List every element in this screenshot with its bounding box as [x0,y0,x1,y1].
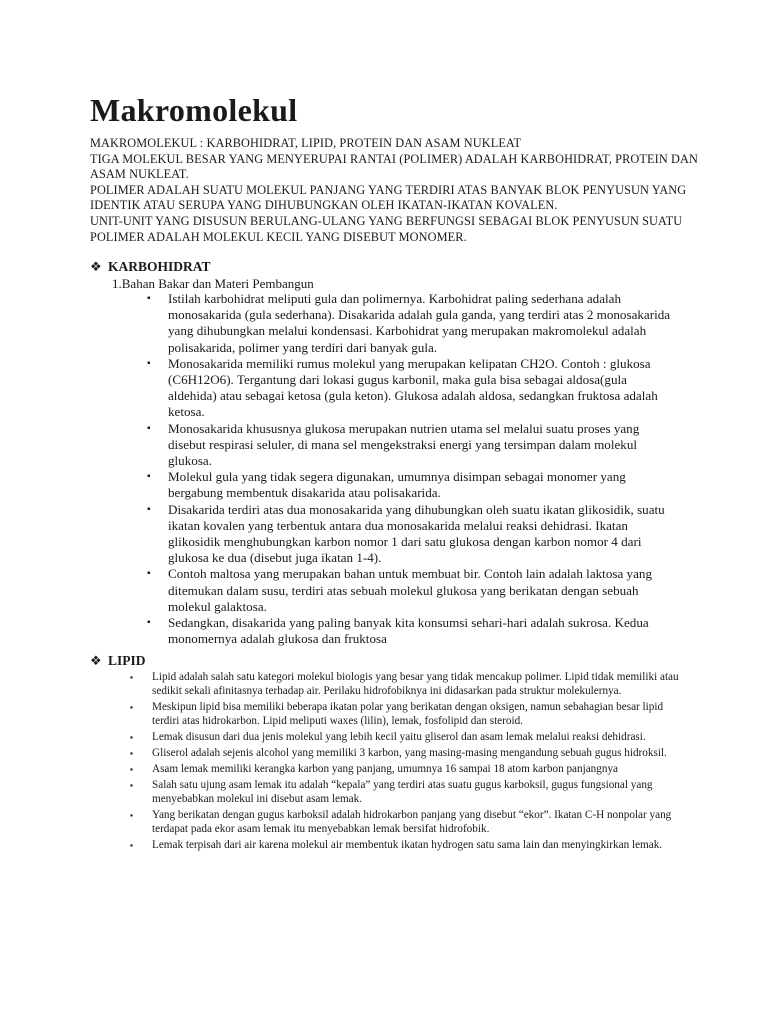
list-item [126,731,686,745]
intro-line: UNIT-UNIT YANG DISUSUN BERULANG-ULANG YANG BERFUNGSI SEBAGAI BLOK PENYUSUN SUATU POLIMER ADALAH MOLEKUL KECIL YANG DISEBUT MONOMER. [90,213,683,244]
document-title: Makromolekul [90,92,298,128]
square-bullet-icon: ▪ [130,780,134,791]
square-bullet-icon: ▪ [130,702,134,712]
lipid-list [126,671,686,855]
list-item-text: Monosakarida memiliki rumus molekul yang merupakan kelipatan CH2O. Contoh : glukosa (C6H12O6). Tergantung dari lokasi gugus karbonil, maka gula bisa sebagai aldosa(gula aldehida) atau sebagai ketosa (gula keton). Glukosa adalah aldosa, sedangkan fruktosa adalah ketosa. [168,355,658,420]
intro-line: POLIMER ADALAH SUATU MOLEKUL PANJANG YANG TERDIRI ATAS BANYAK BLOK PENYUSUN YANG IDENTIK ATAU SERUPA YANG DIHUBUNGKAN OLEH IKATAN-IKATAN KOVALEN. [90,182,687,213]
square-bullet-icon: ▪ [130,748,134,759]
section-heading-karbohidrat [90,259,211,275]
square-bullet-icon: ▪ [130,810,134,821]
list-item-text: Istilah karbohidrat meliputi gula dan polimernya. Karbohidrat paling sederhana adalah monosakarida (gula sederhana). Disakarida adalah gula ganda, yang terdiri atas 2 monosakarida yang dihubungkan melalui kondensasi. Karbohidrat yang merupakan makromolekul adalah polisakarida, polimer yang terdiri dari banyak gula. [168,291,671,355]
list-item-text: Lipid adalah salah satu kategori molekul biologis yang besar yang tidak mencakup polimer. Lipid tidak memiliki atau sedikit sekali afinitasnya terhadap air. Perilaku hidrofobiknya ini didasarkan pada struktur molekulernya. [152,671,679,697]
list-item [126,671,686,699]
intro-line: TIGA MOLEKUL BESAR YANG MENYERUPAI RANTAI (POLIMER) ADALAH KARBOHIDRAT, PROTEIN DAN ASAM NUKLEAT. [90,151,698,182]
square-bullet-icon: ▪ [130,732,134,742]
list-item [126,701,686,729]
list-item [126,839,686,853]
list-item [126,502,676,567]
intro-line: MAKROMOLEKUL : KARBOHIDRAT, LIPID, PROTEIN DAN ASAM NUKLEAT [90,136,522,150]
list-item-text: Gliserol adalah sejenis alcohol yang memiliki 3 karbon, yang masing-masing mengandung sebuah gugus hidroksil. [152,747,667,760]
square-bullet-icon: ▪ [130,672,134,682]
section-heading-lipid [90,653,146,669]
list-item-text: Meskipun lipid bisa memiliki beberapa ikatan polar yang berikatan dengan oksigen, namun sebahagian besar lipid terdiri atas hidrokarbon. Lipid meliputi waxes (lilin), lemak, fosfolipid dan steroid. [152,701,664,727]
list-item-text: Disakarida terdiri atas dua monosakarida yang dihubungkan oleh suatu ikatan glikosidik, suatu ikatan kovalen yang terbentuk antara dua monosakarida melalui reaksi dehidrasi. Ikatan glikosidik menghubungkan karbon nomor 1 dari satu glukosa dengan karbon nomor 4 dari glukosa ke dua (disebut juga ikatan 1-4). [168,501,665,566]
list-item [126,566,676,615]
square-bullet-icon: ▪ [147,357,151,369]
list-item-text: Lemak terpisah dari air karena molekul air membentuk ikatan hydrogen satu sama lain dan menyingkirkan lemak. [152,839,663,852]
list-item-text: Sedangkan, disakarida yang paling banyak kita konsumsi sehari-hari adalah sukrosa. Kedua monomernya adalah glukosa dan fruktosa [168,615,649,647]
list-item-text: Contoh maltosa yang merupakan bahan untuk membuat bir. Contoh lain adalah laktosa yang ditemukan dalam susu, terdiri atas sebuah molekul glukosa yang berikatan dengan sebuah molekul galaktosa. [168,566,652,614]
square-bullet-icon: ▪ [147,617,151,629]
karbohidrat-list [126,291,676,647]
square-bullet-icon: ▪ [130,764,134,775]
square-bullet-icon: ▪ [147,503,151,515]
square-bullet-icon: ▪ [130,840,134,851]
subheading: 1.Bahan Bakar dan Materi Pembangun [112,276,314,291]
square-bullet-icon: ▪ [147,422,151,434]
list-item [126,356,676,421]
square-bullet-icon: ▪ [147,293,151,304]
list-item-text: Asam lemak memiliki kerangka karbon yang panjang, umumnya 16 sampai 18 atom karbon panjangnya [152,763,619,776]
list-item [126,747,686,761]
list-item-text: Lemak disusun dari dua jenis molekul yang lebih kecil yaitu gliserol dan asam lemak melalui reaksi dehidrasi. [152,731,646,743]
square-bullet-icon: ▪ [147,471,151,483]
list-item-text: Salah satu ujung asam lemak itu adalah “kepala” yang terdiri atas suatu gugus karboksil, gugus fungsional yang menyebabkan molekul ini disebut asam lemak. [152,779,653,806]
section-heading-label: KARBOHIDRAT [108,259,211,274]
list-item [126,809,686,837]
list-item [126,763,686,777]
diamond-bullet-icon: ❖ [90,259,102,274]
list-item-text: Yang berikatan dengan gugus karboksil adalah hidrokarbon panjang yang disebut “ekor”. Ikatan C-H nonpolar yang terdapat pada ekor asam lemak itu menyebabkan lemak bersifat hidrofobik. [152,809,672,836]
list-item [126,469,676,501]
square-bullet-icon: ▪ [147,568,151,580]
list-item-text: Monosakarida khususnya glukosa merupakan nutrien utama sel melalui suatu proses yang disebut respirasi seluler, di mana sel mengekstraksi energi yang tersimpan dalam molekul glukosa. [168,420,640,469]
list-item [126,779,686,807]
diamond-bullet-icon: ❖ [90,653,102,668]
list-item [126,615,676,647]
section-heading-label: LIPID [108,653,146,668]
list-item-text: Molekul gula yang tidak segera digunakan, umumnya disimpan sebagai monomer yang bergabung membentuk disakarida atau polisakarida. [168,469,626,501]
intro-block [90,136,710,245]
list-item [126,421,676,470]
list-item [126,291,676,356]
